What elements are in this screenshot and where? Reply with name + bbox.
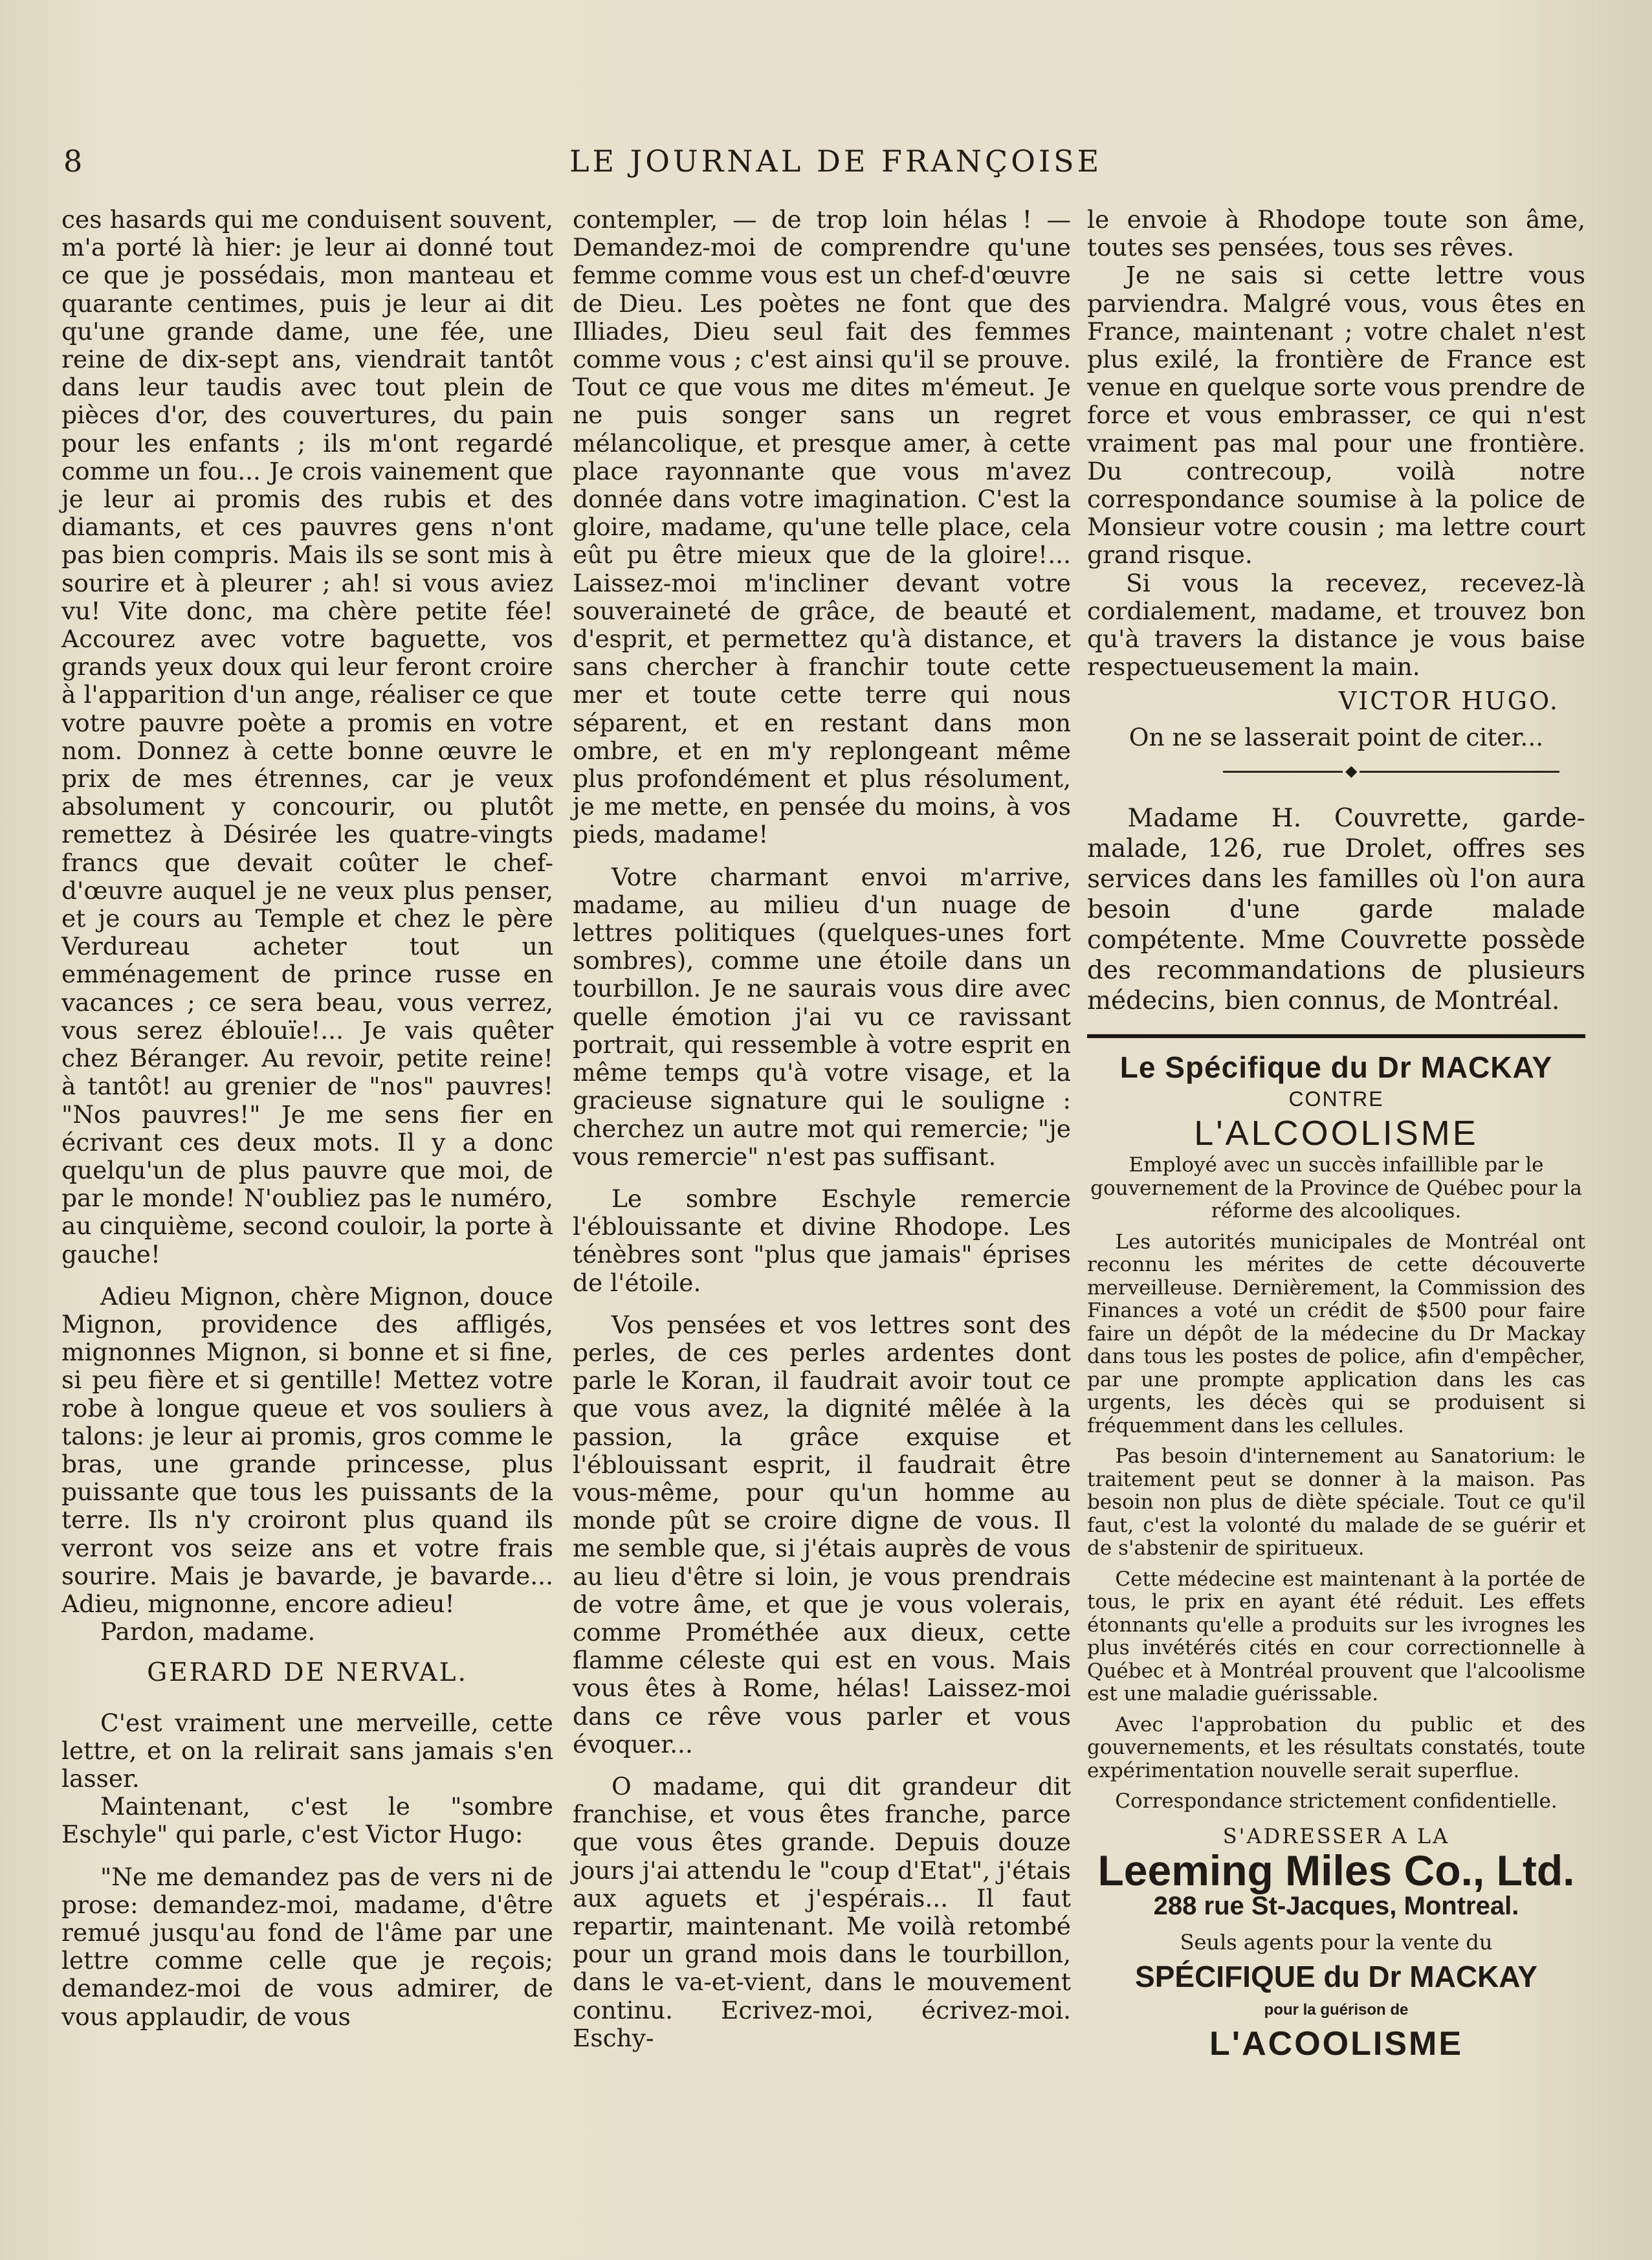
ad-address-heading: S'ADRESSER A LA	[1222, 1823, 1450, 1848]
nurse-notice-text: Madame H. Couvrette, garde-malade, 126, rue Drolet, offres ses services dans les familles où l'on aura besoin d'une garde malade compétente. Mme Couvrette possède des recommandations de plusieurs médecins, bien connus, de Montréal.	[1087, 803, 1585, 1015]
hugo-signature: VICTOR HUGO.	[1338, 687, 1559, 716]
column-1	[61, 206, 553, 2031]
page-header	[0, 144, 1652, 183]
advertisement-rule	[1087, 1034, 1585, 1038]
ad-alcoolisme-heading: L'ALCOOLISME	[1194, 1114, 1479, 1153]
ad-company-name: Leeming Miles Co., Ltd.	[1097, 1846, 1575, 1895]
running-title: LE JOURNAL DE FRANÇOISE	[569, 144, 1103, 179]
closing-remark: On ne se lasserait point de citer...	[1129, 722, 1544, 751]
page-number: 8	[63, 144, 83, 179]
nerval-letter-paragraph-2: Adieu Mignon, chère Mignon, douce Mignon, providence des affligés, mignonnes Mignon, si bonne et si fine, si peu fière et si gentille! Mettez votre robe à longue queue et vos souliers à talons: je leur ai promis, gros comme le bras, une grande princesse, plus puissante que tous les puissants de la terre. Ils n'y croiront plus quand ils verront vos seize ans et votre frais sourire. Mais je bavarde, je bavarde... Adieu, mignonne, encore adieu!	[61, 1281, 553, 1618]
ad-agents-line: Seuls agents pour la vente du	[1180, 1929, 1493, 1955]
divider-line	[1223, 771, 1559, 773]
ad-paragraph-1: Les autorités municipales de Montréal ont reconnu les mérites de cette découverte merveilleuse. Dernièrement, la Commission des Finances a voté un crédit de $500 pour faire faire un dépôt de la médecine du Dr Mackay dans tous les postes de police, afin d'empêcher, par une prompte application dans les cas urgents, les décès qui se produisent si fréquemment dans les cellules.	[1087, 1230, 1585, 1437]
hugo-letter-paragraph-2: Votre charmant envoi m'arrive, madame, au milieu d'un nuage de lettres politiques (quelques-unes fort sombres), comme une étoile dans un tourbillon. Je ne saurais vous dire avec quelle émotion j'ai vu ce ravissant portrait, qui ressemble à votre esprit en même temps qu'à votre visage, et la gracieuse signature qui le souligne : cherchez un autre mot qui remercie; "je vous remercie" n'est pas suffisant.	[573, 862, 1071, 1171]
ad-paragraph-3: Cette médecine est maintenant à la portée de tous, le prix en ayant été réduit. Les effets étonnants qu'elle a produits sur les ivrognes les plus invétérés cités en cour correctionnelle à Québec et à Montréal prouvent que l'alcoolisme est une maladie guérissable.	[1087, 1567, 1585, 1706]
section-divider	[1087, 759, 1585, 785]
ad-intro: Employé avec un succès infaillible par le gouvernement de la Province de Québec pour la réforme des alcooliques.	[1090, 1153, 1582, 1223]
editor-comment: C'est vraiment une merveille, cette lettre, et on la relirait sans jamais s'en lasser.	[61, 1708, 553, 1793]
editor-transition: Maintenant, c'est le "sombre Eschyle" qui parle, c'est Victor Hugo:	[61, 1792, 553, 1849]
ad-confidential: Correspondance strictement confidentielle.	[1115, 1789, 1558, 1813]
hugo-letter-paragraph-1: "Ne me demandez pas de vers ni de prose: demandez-moi, madame, d'être remué jusqu'au fond de l'âme par une lettre comme celle que je reçois; demandez-moi de vous admirer, de vous applaudir, de vous	[61, 1862, 553, 2031]
hugo-letter-paragraph-7: Si vous la recevez, recevez-là cordialement, madame, et trouvez bon qu'à travers la distance je vous baise respectueusement la main.	[1087, 568, 1585, 681]
hugo-letter-paragraph-4: Vos pensées et vos lettres sont des perles, de ces perles ardentes dont parle le Koran, il faudrait avoir tout ce que vous avez, la dignité mêlée à la passion, la grâce exquise et l'éblouissant esprit, il faudrait être vous-même, pour qu'un homme au monde pût se croire digne de vous. Il me semble que, si j'étais auprès de vous au lieu d'être si loin, je vous prendrais de votre âme, et que je vous volerais, comme Prométhée aux dieux, cette flamme céleste qui est en vous. Mais vous êtes à Rome, hélas! Laissez-moi dans ce rêve vous parler et vous évoquer...	[573, 1310, 1071, 1758]
hugo-letter-paragraph-6: Je ne sais si cette lettre vous parviendra. Malgré vous, vous êtes en France, maintenant ; votre chalet n'est plus exilé, la frontière de France est venue en quelque sorte vous prendre de force et vous embrasser, ce qui n'est vraiment pas mal pour une frontière. Du contrecoup, voilà notre correspondance soumise à la police de Monsieur votre cousin ; ma lettre court grand risque.	[1087, 261, 1585, 570]
ad-body	[1087, 1154, 1585, 1813]
ad-street-address: 288 rue St-Jacques, Montreal.	[1153, 1892, 1519, 1921]
ad-title: Le Spécifique du Dr MACKAY	[1119, 1050, 1553, 1084]
ad-pour-line: pour la guérison de	[1264, 2000, 1409, 2019]
column-2	[573, 206, 1071, 2052]
diamond-ornament-icon: ◆	[1343, 763, 1360, 779]
hugo-letter-paragraph-5: O madame, qui dit grandeur dit franchise, et vous êtes franche, parce que vous êtes grande. Depuis douze jours j'ai attendu le "coup d'Etat", j'étais aux aguets et j'espérais... Il faut repartir, maintenant. Me voilà retombé pour un grand mois dans le tourbillon, dans le va-et-vient, dans le mouvement continu. Ecrivez-moi, écrivez-moi. Eschy-	[573, 1771, 1071, 2052]
hugo-letter-continued: contempler, — de trop loin hélas ! — Demandez-moi de comprendre qu'une femme comme vous est un chef-d'œuvre de Dieu. Les poètes ne font que des Illiades, Dieu seul fait des femmes comme vous ; c'est ainsi qu'il se prouve. Tout ce que vous me dites m'émeut. Je ne puis songer sans un regret mélancolique, et presque amer, à cette place rayonnante que vous m'avez donnée dans votre imagination. C'est la gloire, madame, qu'une telle place, cela eût pu être mieux que de la gloire!... Laissez-moi m'incliner devant votre souveraineté de grâce, de beauté et d'esprit, et permettez qu'à distance, et sans chercher à franchir toute cette mer et toute cette terre qui nous séparent, et en restant dans mon ombre, et en m'y replongeant même plus profondément et plus résolument, je me mette, en pensée du moins, à vos pieds, madame!	[573, 205, 1071, 849]
nerval-letter-paragraph-1: ces hasards qui me conduisent souvent, m'a porté là hier: je leur ai donné tout ce que je possédais, mon manteau et quarante centimes, puis je leur ai dit qu'une grande dame, une fée, une reine de dix-sept ans, viendrait tantôt dans leur taudis avec tout plein de pièces d'or, des couvertures, du pain pour les enfants ; ils m'ont regardé comme un fou... Je crois vainement que je leur ai promis des rubis et des diamants, et ces pauvres gens n'ont pas bien compris. Mais ils se sont mis à sourire et à pleurer ; ah! si vous aviez vu! Vite donc, ma chère petite fée! Accourez avec votre baguette, vos grands yeux doux qui leur feront croire à l'apparition d'un ange, réaliser ce que votre pauvre poète a promis en votre nom. Donnez à cette bonne œuvre le prix de mes étrennes, car je veux absolument y concourir, ou plutôt remettez à Désirée les quatre-vingts francs que devait coûter le chef-d'œuvre auquel je ne veux plus penser, et je cours au Temple et chez le père Verdureau acheter tout un emménagement de prince russe en vacances ; ce sera beau, vous verrez, vous serez éblouïe!... Je vais quêter chez Béranger. Au revoir, petite reine! à tantôt! au grenier de "nos" pauvres! "Nos pauvres!" Je me sens fier en écrivant ces deux mots. Il y a donc quelqu'un de plus pauvre que moi, de par le monde! N'oubliez pas le numéro, au cinquième, second couloir, la porte à gauche!	[61, 205, 553, 1268]
ad-paragraph-2: Pas besoin d'internement au Sanatorium: le traitement peut se donner à la maison. Pas besoin non plus de diète spéciale. Tout ce qu'il faut, c'est la volonté du malade de se guérir et de s'abstenir de spiritueux.	[1087, 1445, 1585, 1560]
hugo-letter-continued-2: le envoie à Rhodope toute son âme, toutes ses pensées, tous ses rêves.	[1087, 205, 1585, 262]
ad-contre: CONTRE	[1288, 1087, 1384, 1111]
column-3	[1087, 205, 1585, 2063]
nerval-letter-closing: Pardon, madame.	[100, 1617, 316, 1646]
nerval-signature: GERARD DE NERVAL.	[147, 1658, 468, 1688]
ad-alcoolisme-footer: L'ACOOLISME	[1209, 2025, 1464, 2063]
mackay-advertisement	[1087, 1050, 1585, 2063]
ad-specifique: SPÉCIFIQUE du Dr MACKAY	[1135, 1959, 1537, 1993]
nurse-notice	[1087, 803, 1585, 1016]
hugo-letter-paragraph-3: Le sombre Eschyle remercie l'éblouissante et divine Rhodope. Les ténèbres sont "plus que jamais" éprises de l'étoile.	[573, 1184, 1071, 1297]
ad-paragraph-4: Avec l'approbation du public et des gouvernements, et les résultats constatés, toute expérimentation nouvelle serait superflue.	[1087, 1712, 1585, 1782]
